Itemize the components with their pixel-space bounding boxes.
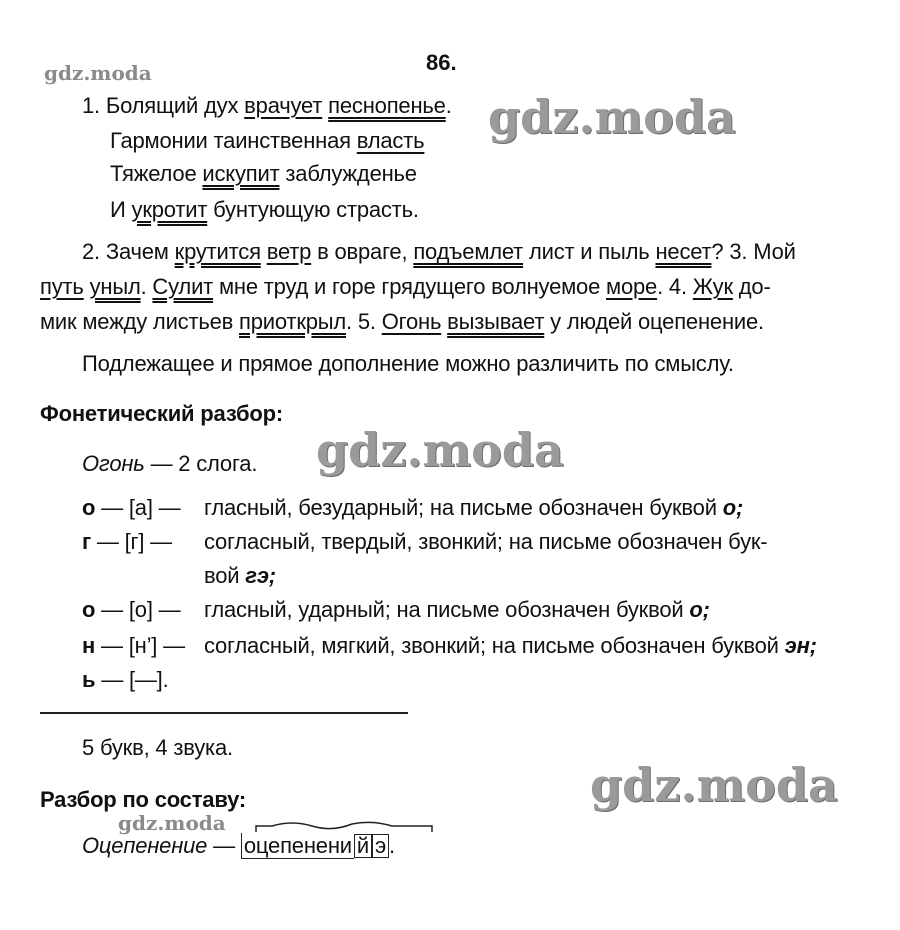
section-divider: [40, 712, 408, 714]
watermark-top-left: gdz.moda: [44, 61, 152, 85]
watermark-bottom-right: gdz.moda: [590, 758, 838, 812]
phonetic-row-4: н — [н’] —: [82, 633, 185, 658]
phonetic-row-2-desc: согласный, твердый, звонкий; на письме обозначен бук-: [204, 529, 768, 554]
stem: оцепенени: [241, 833, 354, 859]
phonetic-row-4-desc: согласный, мягкий, звонкий; на письме обозначен буквой эн;: [204, 633, 817, 658]
paragraph-line-2: путь уныл. Сулит мне труд и горе грядущего волнуемое море. 4. Жук до-: [40, 274, 771, 299]
poem-line-4: И укротит бунтующую страсть.: [110, 197, 419, 222]
composition-heading: Разбор по составу:: [40, 787, 246, 812]
ending-box: э: [372, 834, 389, 858]
phonetic-heading: Фонетический разбор:: [40, 401, 283, 426]
watermark-top-right: gdz.moda: [488, 90, 736, 144]
page-number: 86.: [426, 50, 457, 75]
note-text: Подлежащее и прямое дополнение можно различить по смыслу.: [82, 351, 734, 376]
paragraph-line-3: мик между листьев приоткрыл. 5. Огонь вызывает у людей оцепенение.: [40, 309, 764, 334]
phonetic-row-3: о — [о] —: [82, 597, 181, 622]
phonetic-row-1: о — [а] —: [82, 495, 181, 520]
suffix-box: й: [354, 834, 372, 858]
poem-line-3: Тяжелое искупит заблужденье: [110, 161, 417, 186]
phonetic-row-2-cont: вой гэ;: [204, 563, 276, 588]
composition-line: Оцепенение — оцепенени й э .: [82, 833, 395, 858]
poem-line-2: Гармонии таинственная власть: [110, 128, 425, 153]
poem-line-1: 1. Болящий дух врачует песнопенье.: [82, 93, 452, 118]
phonetic-summary: 5 букв, 4 звука.: [82, 735, 233, 760]
phonetic-row-1-desc: гласный, безударный; на письме обозначен буквой о;: [204, 495, 744, 520]
phonetic-word-line: Огонь — 2 слога.: [82, 451, 258, 476]
phonetic-row-3-desc: гласный, ударный; на письме обозначен буквой о;: [204, 597, 710, 622]
watermark-middle: gdz.moda: [316, 423, 564, 477]
paragraph-line-1: 2. Зачем крутится ветр в овраге, подъемлет лист и пыль несет? 3. Мой: [82, 239, 796, 264]
phonetic-row-5: ь — [—].: [82, 667, 169, 692]
phonetic-row-2: г — [г] —: [82, 529, 172, 554]
watermark-bottom-left: gdz.moda: [118, 811, 226, 835]
